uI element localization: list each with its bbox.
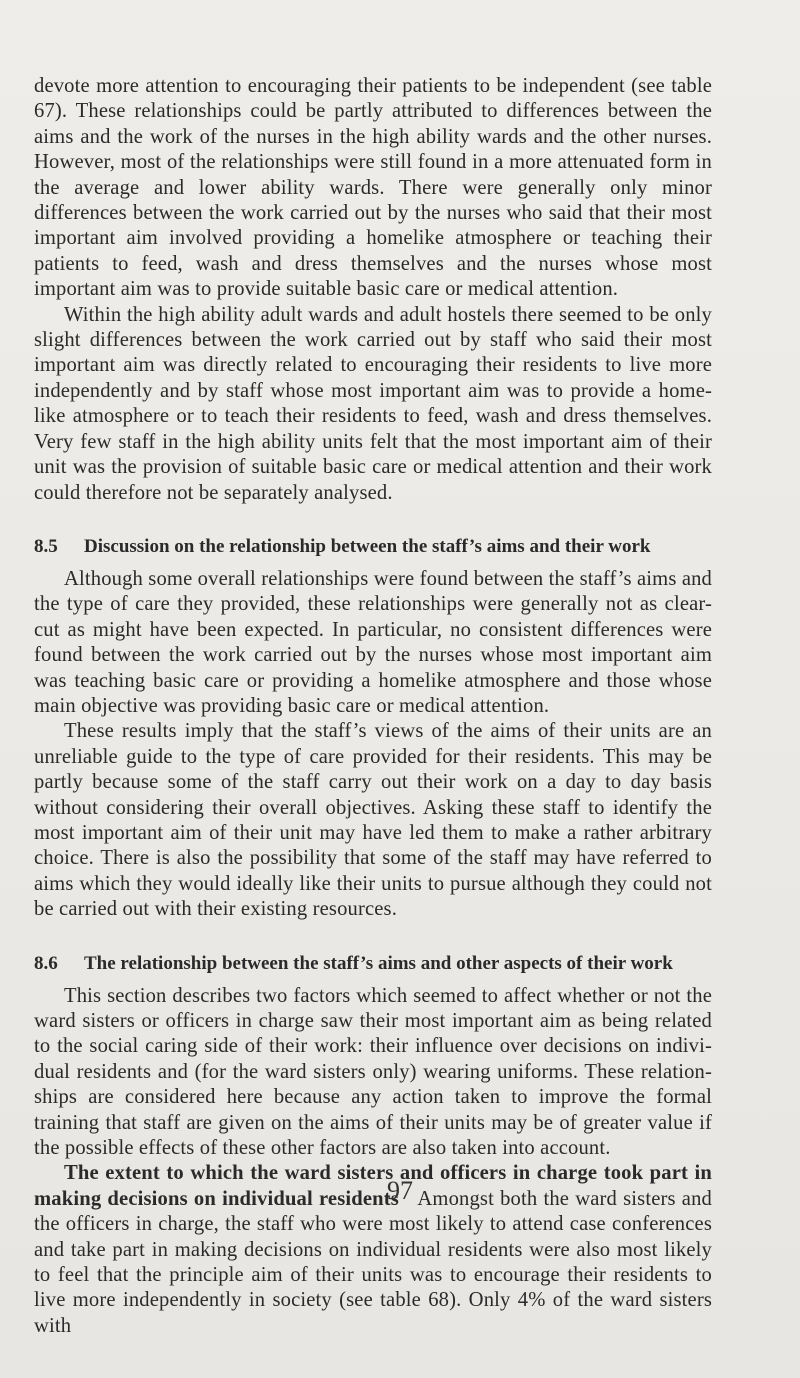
body-paragraph: Within the high ability adult wards and adult hostels there seemed to be only slight differences between the work carried out by staff who said their most important aim was directly related to encouraging their residents to live more independently and by staff whose most important aim was to provide a home-like atmosphere or to teach their residents to feed, wash and dress themselves. Very few staff in the high ability units felt that the most important aim of their unit was the provision of suitable basic care or medical attention and their work could therefore not be separately analysed. (34, 303, 712, 504)
section-heading-8-5 (34, 534, 712, 559)
section-heading-8-6 (34, 951, 712, 976)
run-in-heading: The extent to which the ward sisters and officers in charge took part in making decisions on individual residents (34, 1162, 712, 1210)
section-title: Discussion on the relationship between the staff’s aims and their work (84, 535, 651, 557)
section-number: 8.6 (34, 952, 58, 974)
section-number: 8.5 (34, 535, 58, 557)
body-paragraph: This section describes two factors which seemed to affect whether or not the ward sisters or officers in charge saw their most important aim as being related to the social caring side of their work: their influence over decisions on indivi-dual residents and (for the ward sisters only) wearing uniforms. These relation-ships are considered here because any action taken to improve the formal training that staff are given on the aims of their units may be of greater value if the possible effects of these other factors are also taken into account. (34, 984, 712, 1160)
paragraph-text: Amongst both the ward sisters and the officers in charge, the staff who were most likely to attend case conferences and take part in making decisions on individual residents were also most likely to feel that the principle aim of their units was to encourage their residents to live more independently in society (see table 68). Only 4% of the ward sisters with (34, 1187, 712, 1337)
section-title: The relationship between the staff’s aims and other aspects of their work (84, 952, 673, 974)
page-content (34, 74, 712, 1339)
body-paragraph: devote more attention to encouraging their patients to be independent (see table 67). These relationships could be partly attributed to differences between the aims and the work of the nurses in the high ability wards and the other nurses. However, most of the relationships were still found in a more attenuated form in the average and lower ability wards. There were generally only minor differences between the work carried out by the nurses who said that their most important aim involved providing a homelike atmosphere or teaching their patients to feed, wash and dress themselves and the nurses whose most important aim was to provide suitable basic care or medical attention. (34, 75, 712, 301)
body-paragraph: These results imply that the staff’s views of the aims of their units are an unreliable guide to the type of care provided for their residents. This may be partly because some of the staff carry out their work on a day to day basis without considering their overall objectives. Asking these staff to identify the most important aim of their unit may have led them to make a rather arbitrary choice. There is also the possibility that some of the staff may have referred to aims which they would ideally like their units to pursue although they could not be carried out with their existing resources. (34, 720, 712, 921)
body-paragraph: Although some overall relationships were found between the staff’s aims and the type of care they provided, these relationships were generally not as clear-cut as might have been expected. In particular, no consistent differences were found between the work carried out by the nurses whose most important aim was teaching basic care or providing a homelike atmosphere and those whose main objective was providing basic care or medical attention. (34, 567, 712, 717)
page-number: 97 (387, 1176, 413, 1205)
